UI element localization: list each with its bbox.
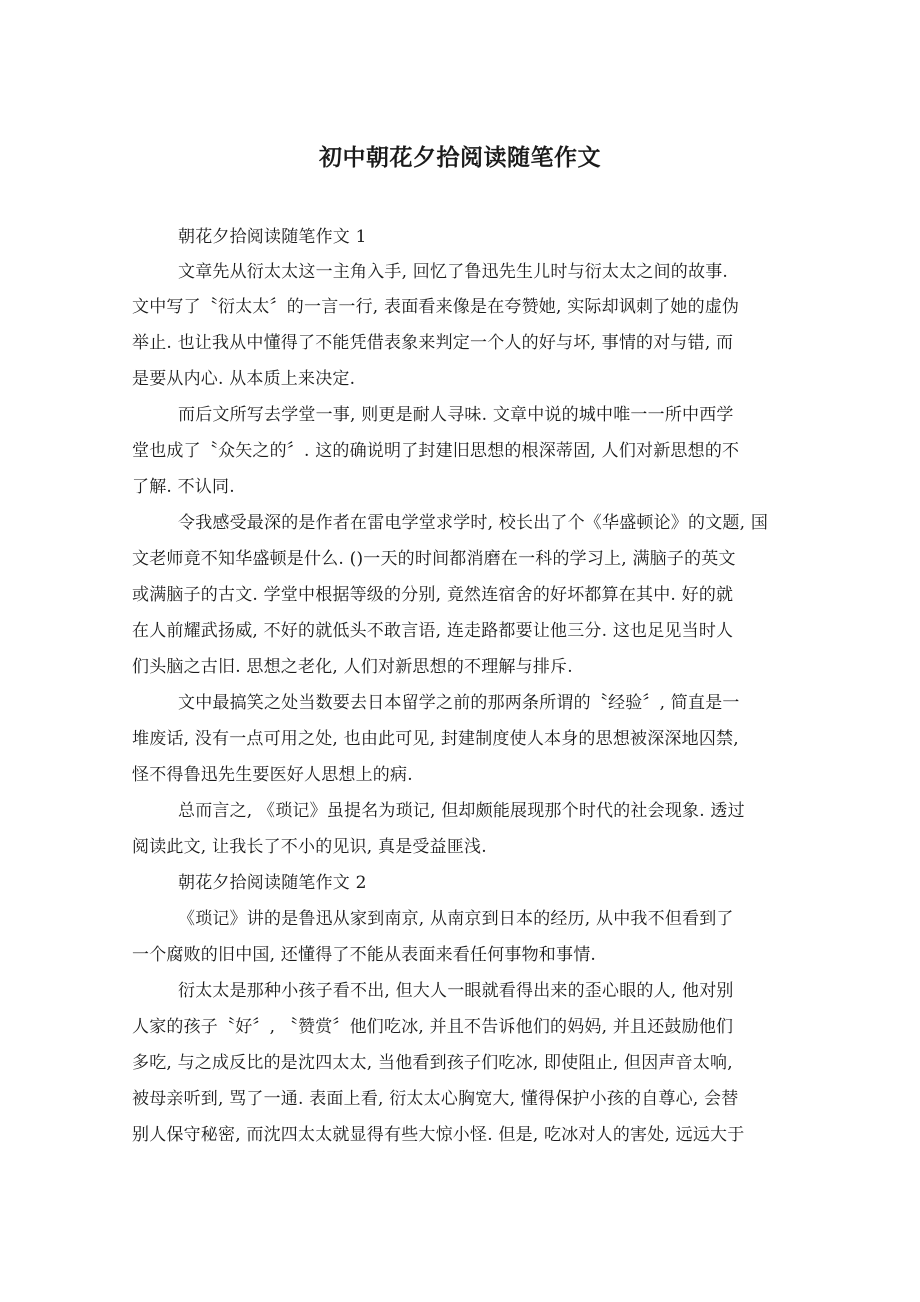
text-line: 举止. 也让我从中懂得了不能凭借表象来判定一个人的好与坏, 事情的对与错, 而 bbox=[132, 333, 734, 353]
text-line: 别人保守秘密, 而沈四太太就显得有些大惊小怪. 但是, 吃冰对人的害处, 远远大于 bbox=[132, 1125, 745, 1145]
text-line: 或满脑子的古文. 学堂中根据等级的分别, 竟然连宿舍的好坏都算在其中. 好的就 bbox=[132, 585, 734, 605]
text-line: 令我感受最深的是作者在雷电学堂求学时, 校长出了个《华盛顿论》的文题, 国 bbox=[178, 513, 769, 533]
text-line: 是要从内心. 从本质上来决定. bbox=[132, 369, 356, 389]
text-line: 《琐记》讲的是鲁迅从家到南京, 从南京到日本的经历, 从中我不但看到了 bbox=[178, 909, 734, 929]
text-line: 人家的孩子〝好〞, 〝赞赏〞他们吃冰, 并且不告诉他们的妈妈, 并且还鼓励他们 bbox=[132, 1017, 734, 1037]
text-line: 文中写了〝衍太太〞的一言一行, 表面看来像是在夸赞她, 实际却讽刺了她的虚伪 bbox=[132, 297, 740, 317]
text-line: 衍太太是那种小孩子看不出, 但大人一眼就看得出来的歪心眼的人, 他对别 bbox=[178, 981, 734, 1001]
text-line: 堂也成了〝众矢之的〞. 这的确说明了封建旧思想的根深蒂固, 人们对新思想的不 bbox=[132, 441, 740, 461]
text-line: 文中最搞笑之处当数要去日本留学之前的那两条所谓的〝经验〞, 简直是一 bbox=[178, 693, 740, 713]
text-line: 被母亲听到, 骂了一通. 表面上看, 衍太太心胸宽大, 懂得保护小孩的自尊心, 会替 bbox=[132, 1089, 739, 1109]
section-heading-1: 朝花夕拾阅读随笔作文 1 bbox=[178, 227, 367, 247]
text-line: 一个腐败的旧中国, 还懂得了不能从表面来看任何事物和事情. bbox=[132, 945, 597, 965]
text-line: 怪不得鲁迅先生要医好人思想上的病. bbox=[132, 765, 413, 785]
text-line: 文章先从衍太太这一主角入手, 回忆了鲁迅先生儿时与衍太太之间的故事. bbox=[178, 262, 729, 282]
text-line: 们头脑之古旧. 思想之老化, 人们对新思想的不理解与排斥. bbox=[132, 657, 573, 677]
section-heading-2: 朝花夕拾阅读随笔作文 2 bbox=[178, 873, 367, 893]
text-line: 堆废话, 没有一点可用之处, 也由此可见, 封建制度使人本身的思想被深深地囚禁, bbox=[132, 729, 739, 749]
text-line: 在人前耀武扬威, 不好的就低头不敢言语, 连走路都要让他三分. 这也足见当时人 bbox=[132, 621, 734, 641]
text-line: 多吃, 与之成反比的是沈四太太, 当他看到孩子们吃冰, 即使阻止, 但因声音太响, bbox=[132, 1053, 733, 1073]
text-line: 阅读此文, 让我长了不小的见识, 真是受益匪浅. bbox=[132, 837, 487, 857]
text-line: 而后文所写去学堂一事, 则更是耐人寻味. 文章中说的城中唯一一所中西学 bbox=[178, 405, 734, 425]
text-line: 了解. 不认同. bbox=[132, 477, 235, 497]
text-line: 总而言之, 《琐记》虽提名为琐记, 但却颇能展现那个时代的社会现象. 透过 bbox=[178, 801, 745, 821]
text-line: 文老师竟不知华盛顿是什么. ()一天的时间都消磨在一科的学习上, 满脑子的英文 bbox=[132, 549, 736, 569]
document-title: 初中朝花夕拾阅读随笔作文 bbox=[319, 144, 601, 171]
